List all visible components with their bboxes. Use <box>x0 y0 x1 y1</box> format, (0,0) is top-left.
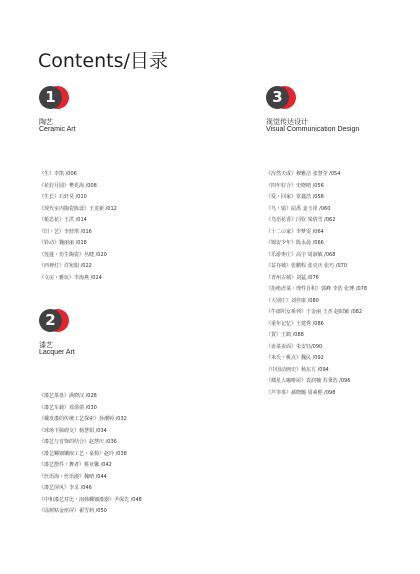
list-item: 《乐游枣庄》高宇 周淑敏 /068 <box>266 251 336 258</box>
list-item: 《花好月圆》樊兆海 /008 <box>39 182 97 189</box>
list-item: 《西神灯》许宛娟 /022 <box>39 263 92 269</box>
list-item: 《中和漆艺对比・南韩螺钿漆器》尹保先 /048 <box>39 496 142 503</box>
section-title-zh: 漆艺 <box>39 341 53 349</box>
section-number: 1 <box>39 86 62 109</box>
list-item: 《锦安少年》陈永晨 /066 <box>266 240 324 246</box>
list-item: 《爱・回家》常鑫浩 /058 <box>266 194 324 200</box>
list-item: 《旧・艺》李舒琪 /016 <box>39 228 92 235</box>
list-item: 《鸟语花香》闫钦 梁倩雪 /062 <box>266 217 336 223</box>
list-item: 《米氏・桃点》魏民 /092 <box>266 355 324 361</box>
list-item: 《现代室内陶瓷陈设》王龙新 /012 <box>39 205 117 212</box>
list-item: 《牛郎织女系列》于金丽 王杰 赵昭颖 /082 <box>266 309 362 315</box>
list-item: 《浑然天成》穆雅洁 张慧莹 /054 <box>266 171 341 177</box>
list-item: 《拒绝虐菜・理性自积》郭峰 李浩 张博 /078 <box>266 286 367 292</box>
list-item: 《鸟・镜》屈禹 姜玉彤 /060 <box>266 205 331 212</box>
list-item: 《漆艺茶盘》满晓汉 /028 <box>39 393 97 399</box>
list-item: 《中国动画史》杨东方 /094 <box>266 366 329 373</box>
list-item: 《益谷城》张鹏程 张克庆 张巧 /070 <box>266 263 347 269</box>
page-title: Contents/目录 <box>38 50 168 72</box>
list-item: 《重年记忆》王建秀 /086 <box>266 320 324 327</box>
list-item: 《漆艺与首饰的结合》赵慧庆 /036 <box>39 439 117 445</box>
list-item: 《插星人咖啡屋》袁润楠 苏秉浩 /096 <box>266 378 351 384</box>
section-title-en: Visual Communication Design <box>266 126 360 133</box>
list-item: 《栀思花》王洪 /014 <box>39 217 87 223</box>
list-item: 《漆艺屏风》李灵 /046 <box>39 485 92 491</box>
section-number-badge-3 <box>266 86 296 110</box>
list-item: 《漆艺摆件・舞者》蔡亚馨 /042 <box>39 462 112 468</box>
section-title-en: Lacquer Art <box>39 349 75 356</box>
list-item: 《漆艺螺钿镶嵌工艺・桌椅》赵玲 /038 <box>39 450 127 457</box>
list-item: 《文房・雅玩》李海燕 /024 <box>39 274 102 281</box>
section-title-en: Ceramic Art <box>39 126 76 133</box>
list-item: 《大别庄》刘佳康 /080 <box>266 297 319 304</box>
list-item: 《生》李凯 /006 <box>39 171 77 177</box>
section-number: 2 <box>39 309 62 332</box>
visual-works-list <box>266 169 367 399</box>
list-item: 《戴皮漆的传统工艺探索》孙潮婷 /032 <box>39 416 127 422</box>
section-number-badge-1 <box>39 86 69 110</box>
list-item: 《芦笋茶》郝晓璐 周素熙 /098 <box>266 389 336 396</box>
list-item: 《球场下障碍交》杨慧娟 /034 <box>39 427 107 434</box>
list-item: 《漆艺车载》邓倩倩 /030 <box>39 404 97 411</box>
lacquer-works-list <box>39 391 142 518</box>
section-number: 3 <box>266 86 289 109</box>
list-item: 《生长》石轩昊 /010 <box>39 194 87 200</box>
section-number-badge-2 <box>39 309 69 333</box>
list-item: 《谣树贴金座屏》翟雪莉 /050 <box>39 508 107 514</box>
list-item: 《十二の家》李梦雯 /064 <box>266 228 324 235</box>
list-item: 《铃动》魏丽丽 /018 <box>39 240 87 246</box>
section-title-zh: 视觉传达设计 <box>266 118 308 126</box>
list-item: 《賀》王鹤 /088 <box>266 332 304 338</box>
list-item: 《丝语海・丝语漫》魏晴 /044 <box>39 473 107 480</box>
list-item: 《青州古城》刘猛 /076 <box>266 274 319 281</box>
list-item: 《四年好合》史晓晴 /056 <box>266 182 324 189</box>
list-item: 《莲蓬・仿生陶瓷》丛健 /020 <box>39 251 107 258</box>
list-item: 《壶菜壶面》朱安钰/090 <box>266 343 323 350</box>
section-title-zh: 陶艺 <box>39 118 53 126</box>
ceramic-works-list <box>39 169 117 284</box>
